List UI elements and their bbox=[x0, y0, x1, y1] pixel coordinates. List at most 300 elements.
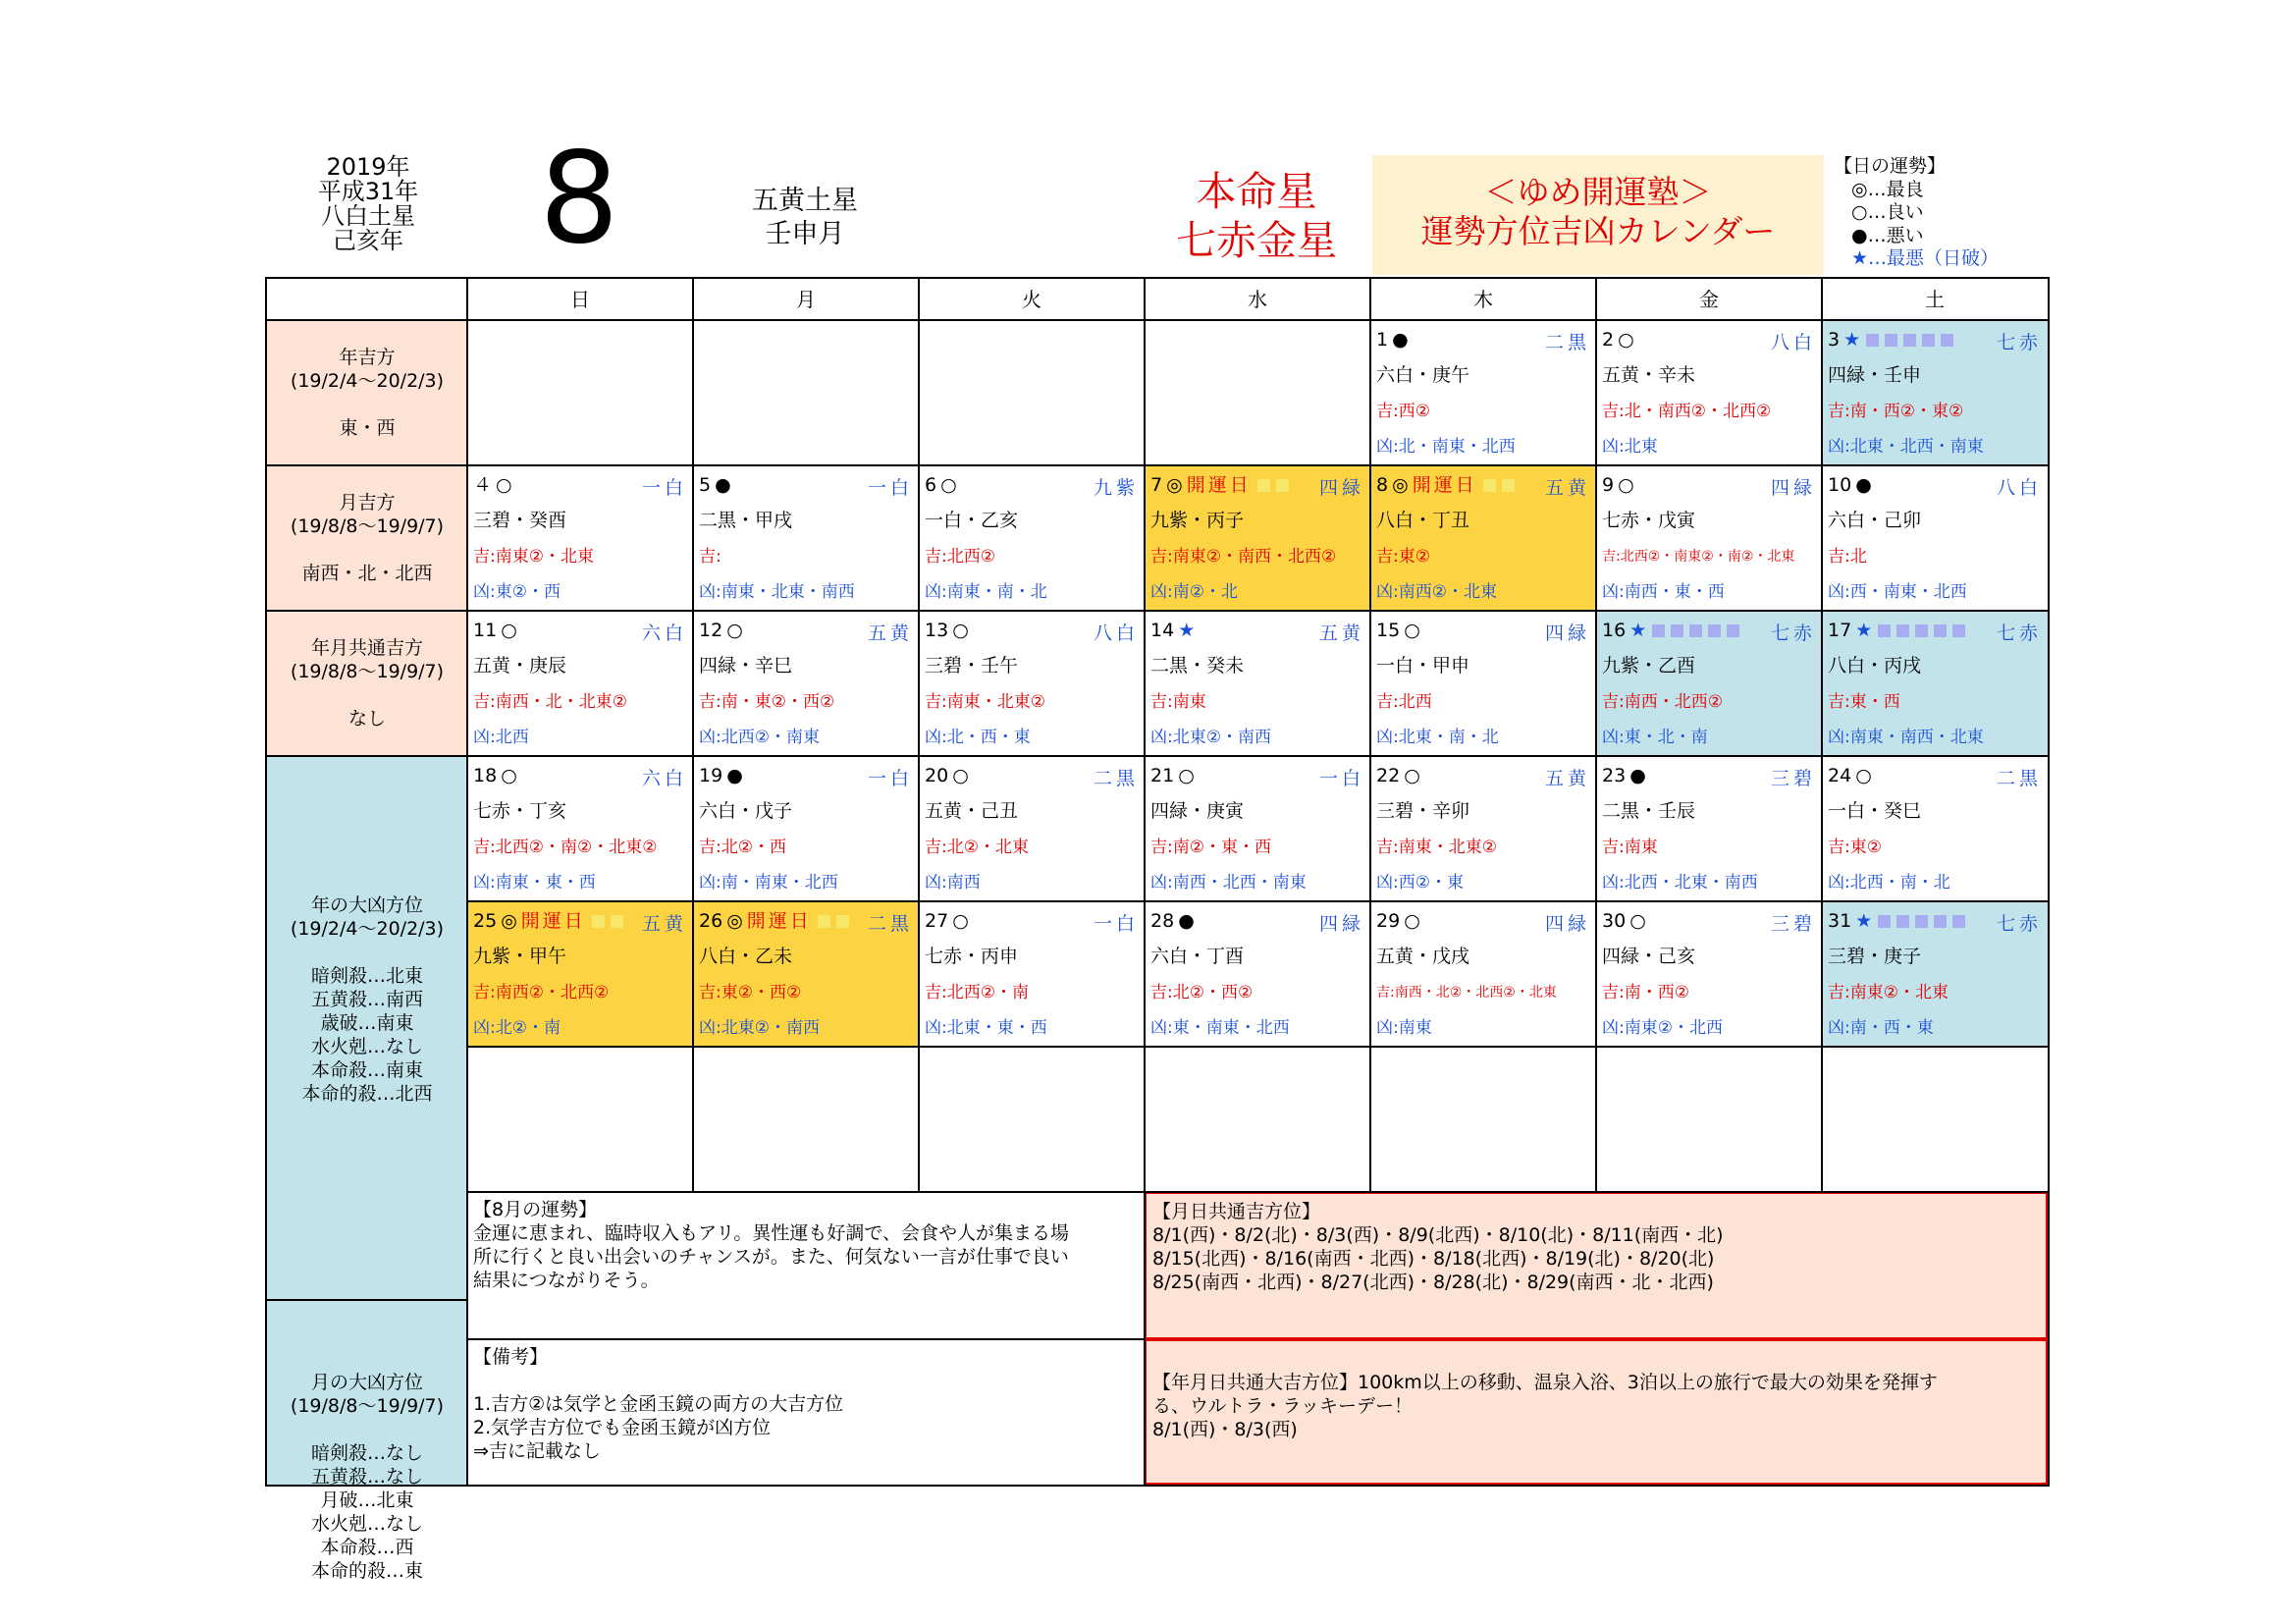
fortune-mark: ★ bbox=[1855, 910, 1873, 932]
unlucky-directions: 凶:西・南東・北西 bbox=[1828, 582, 1967, 602]
highlight-square-icon bbox=[1257, 479, 1270, 492]
remarks-note bbox=[467, 1339, 1145, 1485]
fortune-mark: ● bbox=[1178, 910, 1195, 932]
highlight-square-icon bbox=[1276, 479, 1289, 492]
note-line: 【年月日共通大吉方位】100km以上の移動、温泉入浴、3泊以上の旅行で最大の効果を発揮す bbox=[1152, 1372, 1938, 1393]
side-panel-line: 暗剣殺…なし bbox=[310, 1441, 423, 1464]
grid-line bbox=[1144, 279, 1146, 1485]
highlight-square-icon bbox=[836, 915, 849, 928]
unlucky-directions: 凶:北西 bbox=[473, 728, 529, 747]
side-panel-line: (19/2/4～20/2/3) bbox=[290, 918, 445, 940]
unlucky-directions: 凶:南西・北西・南東 bbox=[1150, 873, 1307, 893]
fortune-mark: ◎ bbox=[726, 910, 743, 932]
note-title: 【月日共通吉方位】 bbox=[1152, 1201, 1321, 1222]
note-title: 【備考】 bbox=[473, 1346, 549, 1368]
day-cell bbox=[693, 756, 919, 901]
lucky-directions: 吉:南西・北西② bbox=[1602, 692, 1723, 712]
day-cell bbox=[1596, 901, 1822, 1047]
day-cell bbox=[1822, 611, 2048, 756]
side-panel-line: 東・西 bbox=[339, 417, 396, 439]
day-eto: 三碧・辛卯 bbox=[1376, 800, 1470, 822]
year-line: 平成31年 bbox=[317, 178, 419, 205]
day-star: 二黒 bbox=[1544, 332, 1590, 353]
side-panel bbox=[267, 756, 467, 1300]
highlight-square-icon bbox=[1896, 624, 1909, 637]
highlight-square-icon bbox=[592, 915, 605, 928]
note-line: 8/1(西)・8/3(西) bbox=[1152, 1419, 1298, 1440]
day-eto: 二黒・壬辰 bbox=[1602, 800, 1696, 822]
fortune-mark: ● bbox=[1855, 474, 1872, 496]
day-eto: 六白・己卯 bbox=[1828, 510, 1922, 531]
fortune-mark: ○ bbox=[1855, 765, 1872, 786]
grid-line bbox=[1595, 279, 1597, 1192]
day-number: 27 bbox=[925, 910, 949, 932]
grid-line bbox=[267, 319, 2048, 321]
highlight-square-icon bbox=[1483, 479, 1496, 492]
unlucky-directions: 凶:北東・北西・南東 bbox=[1828, 437, 1984, 457]
highlight-square-icon bbox=[1896, 915, 1909, 928]
side-panel bbox=[267, 611, 467, 756]
day-cell bbox=[1822, 901, 2048, 1047]
highlight-square-icon bbox=[611, 915, 623, 928]
highlight-square-icon bbox=[1878, 624, 1891, 637]
kaiun-label: 開運日 bbox=[1412, 474, 1477, 496]
weekday-header: 木 bbox=[1473, 288, 1493, 311]
day-number: 19 bbox=[699, 765, 723, 786]
lucky-directions: 吉:北・南西②・北西② bbox=[1602, 402, 1772, 421]
fortune-mark: ○ bbox=[1404, 765, 1420, 786]
lucky-directions: 吉:南・東②・西② bbox=[699, 692, 835, 712]
day-cell bbox=[467, 611, 693, 756]
lucky-directions: 吉:南東②・南西・北西② bbox=[1150, 547, 1337, 567]
year-line: 八白土星 bbox=[321, 202, 415, 230]
day-star: 二黒 bbox=[1996, 768, 2042, 789]
day-number: 11 bbox=[473, 620, 498, 641]
side-panel-line: 本命殺…西 bbox=[320, 1536, 414, 1558]
fortune-mark: ○ bbox=[952, 620, 969, 641]
day-eto: 七赤・丁亥 bbox=[473, 800, 567, 822]
day-cell bbox=[1370, 465, 1596, 611]
legend-title: 【日の運勢】 bbox=[1834, 155, 1947, 177]
note-line: 結果につながりそう。 bbox=[473, 1270, 660, 1291]
side-panel-line: 五黄殺…なし bbox=[310, 1465, 423, 1488]
day-eto: 三碧・癸酉 bbox=[473, 510, 567, 531]
day-star: 二黒 bbox=[1093, 768, 1139, 789]
kaiun-label: 開運日 bbox=[746, 910, 812, 932]
unlucky-directions: 凶:南東②・北西 bbox=[1602, 1018, 1723, 1038]
calendar-grid bbox=[265, 277, 2050, 1582]
highlight-square-icon bbox=[1941, 334, 1953, 347]
day-number: 5 bbox=[699, 474, 712, 496]
title-line: ＜ゆめ開運塾＞ bbox=[1484, 173, 1712, 211]
unlucky-directions: 凶:北②・南 bbox=[473, 1018, 561, 1038]
day-number: 28 bbox=[1150, 910, 1175, 932]
day-eto: 一白・甲申 bbox=[1376, 655, 1470, 677]
legend-item: ●…悪い bbox=[1851, 224, 1924, 246]
side-panel-line bbox=[267, 941, 467, 964]
day-cell bbox=[1596, 611, 1822, 756]
grid-line bbox=[267, 755, 2048, 757]
year-line: 己亥年 bbox=[333, 227, 403, 254]
highlight-square-icon bbox=[1866, 334, 1879, 347]
day-star: 八白 bbox=[1770, 332, 1816, 353]
day-cell bbox=[1596, 756, 1822, 901]
day-star: 八白 bbox=[1996, 477, 2042, 499]
highlight-square-icon bbox=[1934, 915, 1947, 928]
day-cell bbox=[1370, 611, 1596, 756]
day-star: 五黄 bbox=[867, 623, 913, 644]
day-eto: 八白・丁丑 bbox=[1376, 510, 1470, 531]
fortune-mark: ○ bbox=[1629, 910, 1646, 932]
ymd-great-lucky-note bbox=[1145, 1339, 2048, 1485]
day-star: 四緑 bbox=[1544, 623, 1590, 644]
year-info bbox=[265, 155, 471, 253]
day-star: 六白 bbox=[641, 768, 687, 789]
day-number: 23 bbox=[1602, 765, 1627, 786]
day-eto: 二黒・甲戌 bbox=[699, 510, 793, 531]
day-eto: 五黄・庚辰 bbox=[473, 655, 567, 677]
day-cell bbox=[1822, 756, 2048, 901]
day-number: 20 bbox=[925, 765, 949, 786]
day-number: 12 bbox=[699, 620, 723, 641]
unlucky-directions: 凶:北東・東・西 bbox=[925, 1018, 1047, 1038]
highlight-square-icon bbox=[1878, 915, 1891, 928]
lucky-directions: 吉:北②・北東 bbox=[925, 838, 1029, 857]
day-cell bbox=[1145, 901, 1370, 1047]
side-panel-line: 本命的殺…北西 bbox=[301, 1083, 433, 1105]
lucky-directions: 吉:東② bbox=[1828, 838, 1882, 857]
lucky-directions: 吉:東・西 bbox=[1828, 692, 1900, 712]
note-line: 1.吉方②は気学と金函玉鏡の両方の大吉方位 bbox=[473, 1393, 844, 1415]
unlucky-directions: 凶:南西 bbox=[925, 873, 981, 893]
lucky-directions: 吉:北②・西 bbox=[699, 838, 786, 857]
unlucky-directions: 凶:北東②・南西 bbox=[1150, 728, 1271, 747]
lucky-directions: 吉:北西② bbox=[925, 547, 995, 567]
day-number: 6 bbox=[925, 474, 937, 496]
day-number: 16 bbox=[1602, 620, 1627, 641]
side-panel-line: 歳破…南東 bbox=[320, 1012, 414, 1034]
day-eto: 三碧・庚子 bbox=[1828, 946, 1922, 967]
side-panel-line: 暗剣殺…北東 bbox=[310, 965, 423, 987]
month-star-info bbox=[707, 185, 903, 251]
day-star: 一白 bbox=[641, 477, 687, 499]
highlight-square-icon bbox=[1915, 624, 1928, 637]
day-star: 七赤 bbox=[1996, 913, 2042, 935]
day-cell bbox=[1145, 756, 1370, 901]
grid-line bbox=[267, 610, 2048, 612]
side-panel-line bbox=[267, 1418, 467, 1441]
fortune-mark: ◎ bbox=[1166, 474, 1183, 496]
fortune-mark: ○ bbox=[1178, 765, 1195, 786]
lucky-directions: 吉:南・西② bbox=[1602, 983, 1689, 1002]
day-number: 26 bbox=[699, 910, 723, 932]
day-star: 七赤 bbox=[1996, 623, 2042, 644]
calendar-title bbox=[1372, 155, 1824, 275]
lucky-directions: 吉:南西・北②・北西②・北東 bbox=[1376, 985, 1557, 1001]
month-star-line: 壬申月 bbox=[765, 219, 845, 249]
highlight-square-icon bbox=[1502, 479, 1515, 492]
note-line: 2.気学吉方位でも金函玉鏡が凶方位 bbox=[473, 1417, 772, 1438]
day-eto: 四緑・己亥 bbox=[1602, 946, 1696, 967]
lucky-directions: 吉:北西②・南 bbox=[925, 983, 1029, 1002]
lucky-directions: 吉:北西②・南②・北東② bbox=[473, 838, 658, 857]
day-eto: 六白・戊子 bbox=[699, 800, 793, 822]
weekday-header: 火 bbox=[1022, 288, 1041, 311]
highlight-square-icon bbox=[1934, 624, 1947, 637]
day-star: 五黄 bbox=[1544, 477, 1590, 499]
day-number: 24 bbox=[1828, 765, 1852, 786]
side-panel-line: 月破…北東 bbox=[320, 1489, 414, 1511]
day-number: 9 bbox=[1602, 474, 1615, 496]
day-eto: 九紫・乙酉 bbox=[1602, 655, 1696, 677]
lucky-directions: 吉:南東②・北東 bbox=[1828, 983, 1949, 1002]
side-panel-line: 年月共通吉方 bbox=[310, 637, 423, 659]
highlight-square-icon bbox=[1915, 915, 1928, 928]
day-star: 三碧 bbox=[1770, 768, 1816, 789]
day-number: 13 bbox=[925, 620, 949, 641]
year-line: 2019年 bbox=[326, 153, 410, 181]
day-cell bbox=[693, 465, 919, 611]
side-panel-line: 水火剋…なし bbox=[310, 1512, 423, 1535]
note-line: 8/25(南西・北西)・8/27(北西)・8/28(北)・8/29(南西・北・北西) bbox=[1152, 1272, 1714, 1293]
lucky-directions: 吉:北 bbox=[1828, 547, 1867, 567]
day-cell bbox=[1370, 320, 1596, 465]
side-panel-line: 本命的殺…東 bbox=[310, 1559, 423, 1582]
unlucky-directions: 凶:東②・西 bbox=[473, 582, 561, 602]
lucky-directions: 吉:南②・東・西 bbox=[1150, 838, 1271, 857]
day-eto: 三碧・壬午 bbox=[925, 655, 1019, 677]
honmei-line: 七赤金星 bbox=[1176, 217, 1337, 264]
grid-line bbox=[267, 1299, 467, 1301]
lucky-directions: 吉:南西②・北西② bbox=[473, 983, 610, 1002]
day-number: 30 bbox=[1602, 910, 1627, 932]
highlight-square-icon bbox=[1689, 624, 1702, 637]
day-eto: 六白・庚午 bbox=[1376, 364, 1470, 386]
legend-item: ◎…最良 bbox=[1851, 178, 1924, 200]
lucky-directions: 吉:南東・北東② bbox=[1376, 838, 1497, 857]
fortune-mark: ○ bbox=[501, 620, 517, 641]
kaiun-label: 開運日 bbox=[520, 910, 586, 932]
highlight-square-icon bbox=[1671, 624, 1683, 637]
unlucky-directions: 凶:南西・東・西 bbox=[1602, 582, 1725, 602]
honmei-star bbox=[1129, 167, 1384, 265]
note-line: 所に行くと良い出会いのチャンスが。また、何気ない一言が仕事で良い bbox=[473, 1246, 1069, 1268]
grid-line bbox=[692, 279, 694, 1192]
day-eto: 五黄・辛未 bbox=[1602, 364, 1696, 386]
unlucky-directions: 凶:北・南東・北西 bbox=[1376, 437, 1516, 457]
unlucky-directions: 凶:北西②・南東 bbox=[699, 728, 820, 747]
unlucky-directions: 凶:南・西・東 bbox=[1828, 1018, 1934, 1038]
fortune-mark: ● bbox=[726, 765, 743, 786]
highlight-square-icon bbox=[818, 915, 830, 928]
day-eto: 二黒・癸未 bbox=[1150, 655, 1245, 677]
legend-item: ★…最悪（日破） bbox=[1851, 247, 2000, 269]
day-eto: 一白・乙亥 bbox=[925, 510, 1019, 531]
highlight-square-icon bbox=[1708, 624, 1721, 637]
fortune-mark: ◎ bbox=[1392, 474, 1409, 496]
highlight-square-icon bbox=[1952, 915, 1965, 928]
month-number: 8 bbox=[539, 126, 619, 272]
unlucky-directions: 凶:北西・南・北 bbox=[1828, 873, 1950, 893]
day-star: 一白 bbox=[867, 768, 913, 789]
fortune-mark: ◎ bbox=[501, 910, 517, 932]
side-panel-line: 南西・北・北西 bbox=[301, 563, 433, 584]
note-line: る、ウルトラ・ラッキーデー！ bbox=[1152, 1395, 1414, 1417]
day-cell bbox=[1822, 320, 2048, 465]
lucky-directions: 吉:東② bbox=[1376, 547, 1430, 567]
highlight-square-icon bbox=[1652, 624, 1665, 637]
lucky-directions: 吉:西② bbox=[1376, 402, 1430, 421]
highlight-square-icon bbox=[1885, 334, 1897, 347]
lucky-directions: 吉:東②・西② bbox=[699, 983, 802, 1002]
unlucky-directions: 凶:南・南東・北西 bbox=[699, 873, 838, 893]
day-eto: 九紫・丙子 bbox=[1150, 510, 1245, 531]
grid-line bbox=[467, 1046, 2048, 1048]
day-star: 一白 bbox=[867, 477, 913, 499]
highlight-square-icon bbox=[1727, 624, 1739, 637]
day-number: 14 bbox=[1150, 620, 1175, 641]
honmei-line: 本命星 bbox=[1196, 168, 1317, 215]
day-number: 2 bbox=[1602, 329, 1615, 351]
unlucky-directions: 凶:北・西・東 bbox=[925, 728, 1031, 747]
weekday-header: 日 bbox=[570, 288, 590, 311]
day-number: 1 bbox=[1376, 329, 1389, 351]
fortune-mark: ★ bbox=[1178, 620, 1196, 641]
fortune-mark: ★ bbox=[1843, 329, 1861, 351]
day-eto: 七赤・丙申 bbox=[925, 946, 1019, 967]
day-number: 15 bbox=[1376, 620, 1401, 641]
side-panel-line: (19/8/8～19/9/7) bbox=[290, 661, 445, 682]
fortune-mark: ● bbox=[1392, 329, 1409, 351]
weekday-header: 水 bbox=[1248, 288, 1267, 311]
day-eto: 四緑・庚寅 bbox=[1150, 800, 1245, 822]
fortune-mark: ○ bbox=[1404, 910, 1420, 932]
day-eto: 一白・癸巳 bbox=[1828, 800, 1922, 822]
note-line: 金運に恵まれ、臨時収入もアリ。異性運も好調で、会食や人が集まる場 bbox=[473, 1222, 1070, 1244]
day-cell bbox=[467, 756, 693, 901]
day-number: 3 bbox=[1828, 329, 1841, 351]
day-cell bbox=[693, 901, 919, 1047]
day-number: 29 bbox=[1376, 910, 1401, 932]
day-cell bbox=[919, 465, 1145, 611]
grid-line bbox=[267, 464, 2048, 466]
fortune-mark: ○ bbox=[952, 765, 969, 786]
side-panel-line: 年の大凶方位 bbox=[310, 894, 423, 916]
fortune-mark: ○ bbox=[1618, 474, 1634, 496]
side-panel-line: 月の大凶方位 bbox=[310, 1371, 423, 1393]
side-panel bbox=[267, 465, 467, 611]
day-number: 21 bbox=[1150, 765, 1175, 786]
grid-line bbox=[1369, 279, 1371, 1192]
side-panel-line bbox=[267, 683, 467, 707]
day-number: 25 bbox=[473, 910, 498, 932]
lucky-directions: 吉:南東 bbox=[1150, 692, 1206, 712]
day-star: 四緑 bbox=[1318, 477, 1364, 499]
day-cell bbox=[1822, 465, 2048, 611]
lucky-directions: 吉:北西 bbox=[1376, 692, 1432, 712]
day-number: ４ bbox=[473, 474, 493, 496]
month-day-lucky-note bbox=[1145, 1192, 2048, 1339]
highlight-square-icon bbox=[1922, 334, 1935, 347]
unlucky-directions: 凶:北東 bbox=[1602, 437, 1658, 457]
grid-line bbox=[1821, 279, 1823, 1192]
day-eto: 八白・乙未 bbox=[699, 946, 793, 967]
unlucky-directions: 凶:北東②・南西 bbox=[699, 1018, 820, 1038]
fortune-mark: ○ bbox=[952, 910, 969, 932]
day-star: 五黄 bbox=[1544, 768, 1590, 789]
side-panel-line: なし bbox=[347, 708, 386, 730]
day-star: 九紫 bbox=[1093, 477, 1139, 499]
day-eto: 四緑・壬申 bbox=[1828, 364, 1922, 386]
side-panel-line: (19/2/4～20/2/3) bbox=[290, 370, 445, 392]
side-panel-line: 水火剋…なし bbox=[310, 1036, 423, 1057]
note-line: 8/15(北西)・8/16(南西・北西)・8/18(北西)・8/19(北)・8/20(北) bbox=[1152, 1248, 1715, 1270]
unlucky-directions: 凶:南東・南西・北東 bbox=[1828, 728, 1984, 747]
day-eto: 八白・丙戌 bbox=[1828, 655, 1922, 677]
side-panel-line: (19/8/8～19/9/7) bbox=[290, 515, 445, 537]
day-number: 7 bbox=[1150, 474, 1163, 496]
day-star: 六白 bbox=[641, 623, 687, 644]
day-eto: 九紫・甲午 bbox=[473, 946, 567, 967]
title-line: 運勢方位吉凶カレンダー bbox=[1420, 212, 1776, 250]
month-star-line: 五黄土星 bbox=[752, 186, 858, 216]
day-cell bbox=[1370, 901, 1596, 1047]
fortune-mark: ★ bbox=[1855, 620, 1873, 641]
lucky-directions: 吉:北②・西② bbox=[1150, 983, 1254, 1002]
day-star: 五黄 bbox=[641, 913, 687, 935]
unlucky-directions: 凶:南東・南・北 bbox=[925, 582, 1047, 602]
side-panel-line: 本命殺…南東 bbox=[310, 1059, 423, 1081]
day-cell bbox=[1596, 465, 1822, 611]
note-line bbox=[1152, 1347, 2040, 1371]
weekday-header: 月 bbox=[796, 288, 816, 311]
grid-line bbox=[467, 1338, 1145, 1340]
fortune-mark: ○ bbox=[1618, 329, 1634, 351]
side-panel-line bbox=[267, 393, 467, 416]
fortune-mark: ○ bbox=[501, 765, 517, 786]
day-star: 三碧 bbox=[1770, 913, 1816, 935]
day-star: 一白 bbox=[1318, 768, 1364, 789]
day-star: 一白 bbox=[1093, 913, 1139, 935]
unlucky-directions: 凶:東・南東・北西 bbox=[1150, 1018, 1290, 1038]
fortune-mark: ● bbox=[715, 474, 731, 496]
note-line bbox=[473, 1369, 1139, 1392]
unlucky-directions: 凶:西②・東 bbox=[1376, 873, 1464, 893]
day-number: 17 bbox=[1828, 620, 1852, 641]
day-star: 七赤 bbox=[1770, 623, 1816, 644]
fortune-mark: ● bbox=[1629, 765, 1646, 786]
day-eto: 五黄・戊戌 bbox=[1376, 946, 1470, 967]
day-cell bbox=[1145, 465, 1370, 611]
fortune-mark: ○ bbox=[496, 474, 512, 496]
unlucky-directions: 凶:南東・北東・南西 bbox=[699, 582, 855, 602]
day-star: 四緑 bbox=[1770, 477, 1816, 499]
day-eto: 七赤・戊寅 bbox=[1602, 510, 1696, 531]
day-eto: 五黄・己丑 bbox=[925, 800, 1019, 822]
fortune-mark: ○ bbox=[1404, 620, 1420, 641]
day-star: 二黒 bbox=[867, 913, 913, 935]
day-star: 四緑 bbox=[1544, 913, 1590, 935]
day-eto: 四緑・辛巳 bbox=[699, 655, 793, 677]
fortune-mark: ○ bbox=[940, 474, 957, 496]
day-cell bbox=[467, 901, 693, 1047]
day-number: 10 bbox=[1828, 474, 1852, 496]
unlucky-directions: 凶:東・北・南 bbox=[1602, 728, 1708, 747]
grid-line bbox=[467, 1191, 2048, 1193]
day-cell bbox=[919, 756, 1145, 901]
day-cell bbox=[919, 901, 1145, 1047]
day-number: 22 bbox=[1376, 765, 1401, 786]
